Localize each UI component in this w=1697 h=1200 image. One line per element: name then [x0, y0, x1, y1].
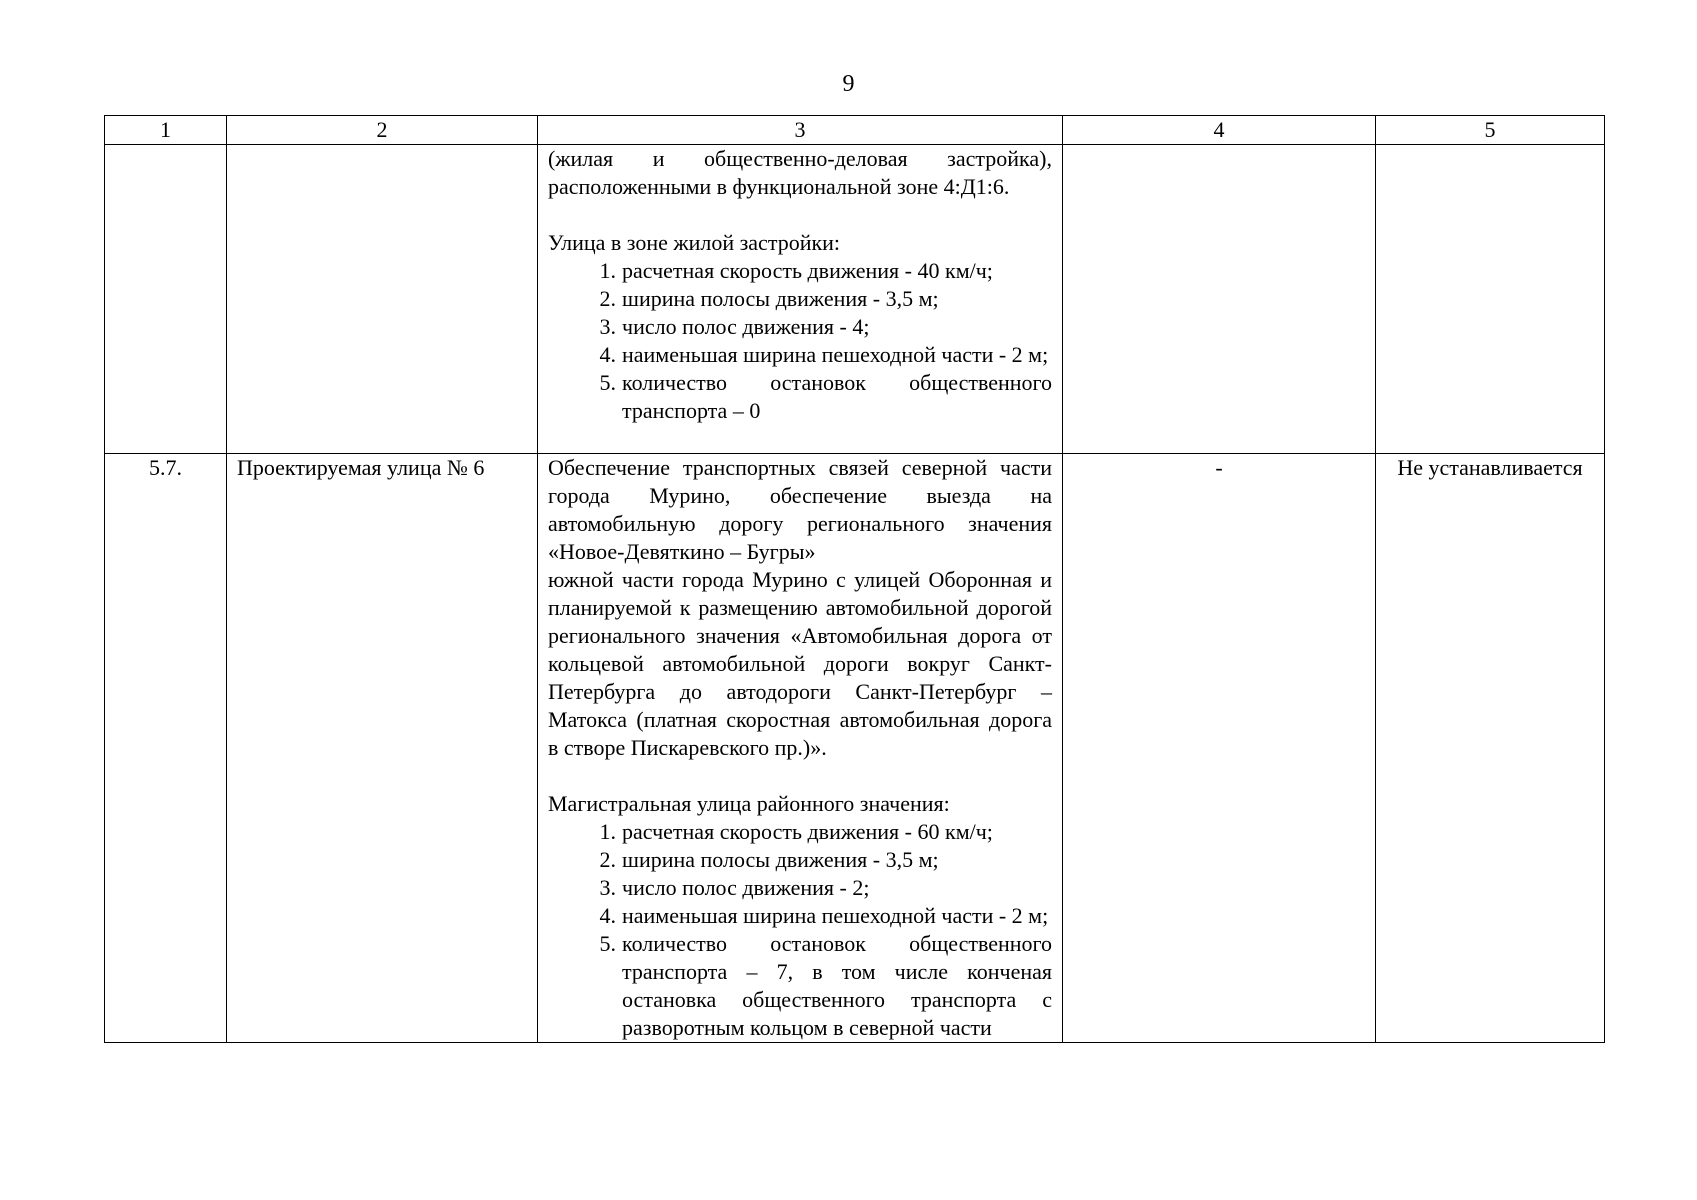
- page-number: 9: [842, 71, 855, 97]
- spec-list: [548, 257, 1052, 425]
- header-col-2: 2: [227, 116, 538, 145]
- document-table: [104, 115, 1605, 1043]
- description-paragraph: южной части города Мурино с улицей Оборонная и планируемой к размещению автомобильной дорогой регионального значения «Автомобильная дорога от кольцевой автомобильной дороги вокруг Санкт-Петербурга до автодороги Санкт-Петербург – Матокса (платная скоростная автомобильная дорога в створе Пискаревского пр.)».: [548, 567, 1052, 760]
- table-header-row: [105, 116, 1605, 145]
- list-item: 1. расчетная скорость движения - 40 км/ч;: [599, 258, 993, 283]
- list-item: 3. число полос движения - 2;: [599, 875, 870, 900]
- table-row: [105, 454, 1605, 1043]
- spec-list: [548, 818, 1052, 1042]
- table-row: [105, 145, 1605, 454]
- description-line: (жилая и общественно-деловая застройка),: [548, 146, 1052, 171]
- list-item: 4. наименьшая ширина пешеходной части - 2 м;: [599, 342, 1049, 367]
- list-item: 5. количество остановок общественного транспорта – 0: [599, 370, 1052, 423]
- header-col-4: 4: [1063, 116, 1376, 145]
- header-col-3: 3: [538, 116, 1063, 145]
- value-cell: [1063, 145, 1376, 454]
- list-item: 3. число полос движения - 4;: [599, 314, 870, 339]
- object-name-cell: [227, 145, 538, 454]
- status-cell: [1376, 145, 1605, 454]
- list-item: 5. количество остановок общественного транспорта – 7, в том числе конченая остановка общественного транспорта с разворотным кольцом в северной части: [599, 931, 1052, 1040]
- header-col-1: 1: [105, 116, 227, 145]
- description-paragraph: Обеспечение транспортных связей северной части города Мурино, обеспечение выезда на автомобильную дорогу регионального значения «Новое-Девяткино – Бугры»: [548, 455, 1052, 564]
- description-cell: [538, 454, 1063, 1043]
- row-number-cell: 5.7.: [105, 454, 227, 1043]
- status-cell: Не устанавливается: [1376, 454, 1605, 1043]
- list-item: 1. расчетная скорость движения - 60 км/ч;: [599, 819, 993, 844]
- header-col-5: 5: [1376, 116, 1605, 145]
- list-item: 4. наименьшая ширина пешеходной части - 2 м;: [599, 903, 1049, 928]
- description-cell: [538, 145, 1063, 454]
- spec-heading: Улица в зоне жилой застройки:: [548, 230, 841, 255]
- description-line: расположенными в функциональной зоне 4:Д1:6.: [548, 174, 1010, 199]
- list-item: 2. ширина полосы движения - 3,5 м;: [599, 847, 939, 872]
- object-name-cell: Проектируемая улица № 6: [227, 454, 538, 1043]
- row-number-cell: [105, 145, 227, 454]
- value-cell: -: [1063, 454, 1376, 1043]
- spec-heading: Магистральная улица районного значения:: [548, 791, 950, 816]
- list-item: 2. ширина полосы движения - 3,5 м;: [599, 286, 939, 311]
